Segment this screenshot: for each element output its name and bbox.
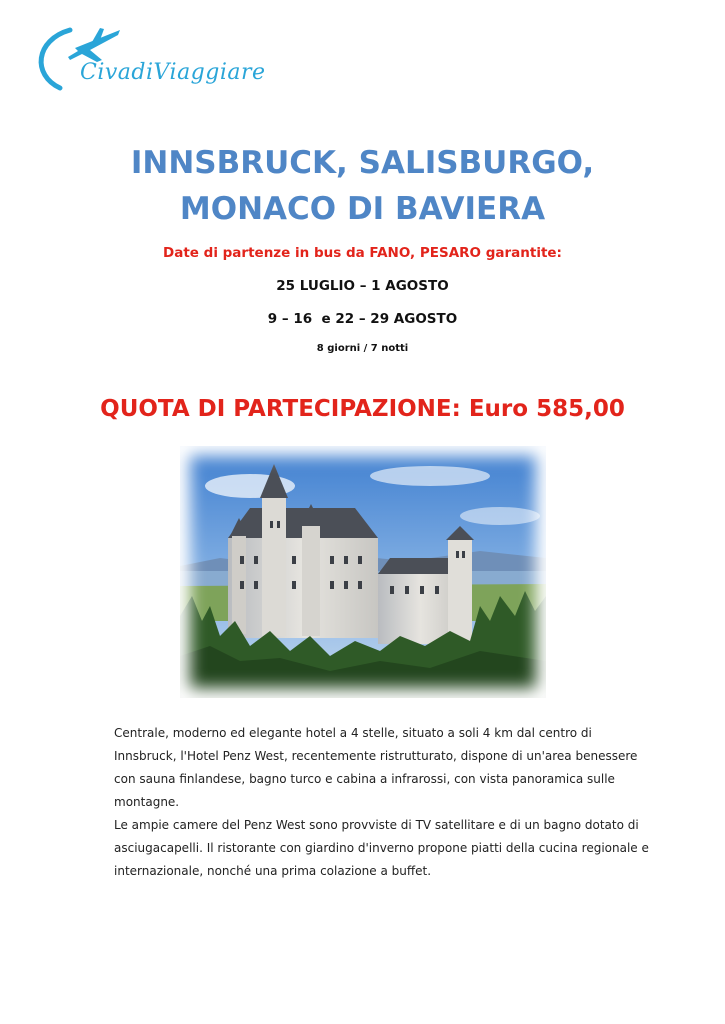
- page-title: [0, 140, 725, 232]
- logo: [30, 20, 266, 100]
- description-paragraph-1: Centrale, moderno ed elegante hotel a 4 stelle, situato a soli 4 km dal centro di Innsbruck, l'Hotel Penz West, recentemente ristrutturato, dispone di un'area benessere con sauna finlandese, bagno turco e cabina a infrarossi, con vista panoramica sulle montagne.: [114, 726, 638, 809]
- logo-text: CivadiViaggiare: [80, 60, 266, 85]
- date-line-1: 25 LUGLIO – 1 AGOSTO: [276, 278, 449, 294]
- trip-duration: 8 giorni / 7 notti: [316, 343, 409, 354]
- price-heading: QUOTA DI PARTECIPAZIONE: Euro 585,00: [100, 396, 625, 422]
- title-line-1: INNSBRUCK, SALISBURGO,: [130, 145, 595, 181]
- departure-subtitle: Date di partenze in bus da FANO, PESARO garantite:: [163, 245, 562, 261]
- hotel-description: [114, 722, 654, 883]
- date-line-2: 9 – 16 e 22 – 29 AGOSTO: [267, 311, 458, 327]
- castle-photo: [180, 446, 546, 698]
- title-line-2: MONACO DI BAVIERA: [179, 191, 546, 227]
- description-paragraph-2: Le ampie camere del Penz West sono provviste di TV satellitare e di un bagno dotato di asciugacapelli. Il ristorante con giardino d'inverno propone piatti della cucina regionale e internazionale, nonché una prima colazione a buffet.: [114, 818, 649, 878]
